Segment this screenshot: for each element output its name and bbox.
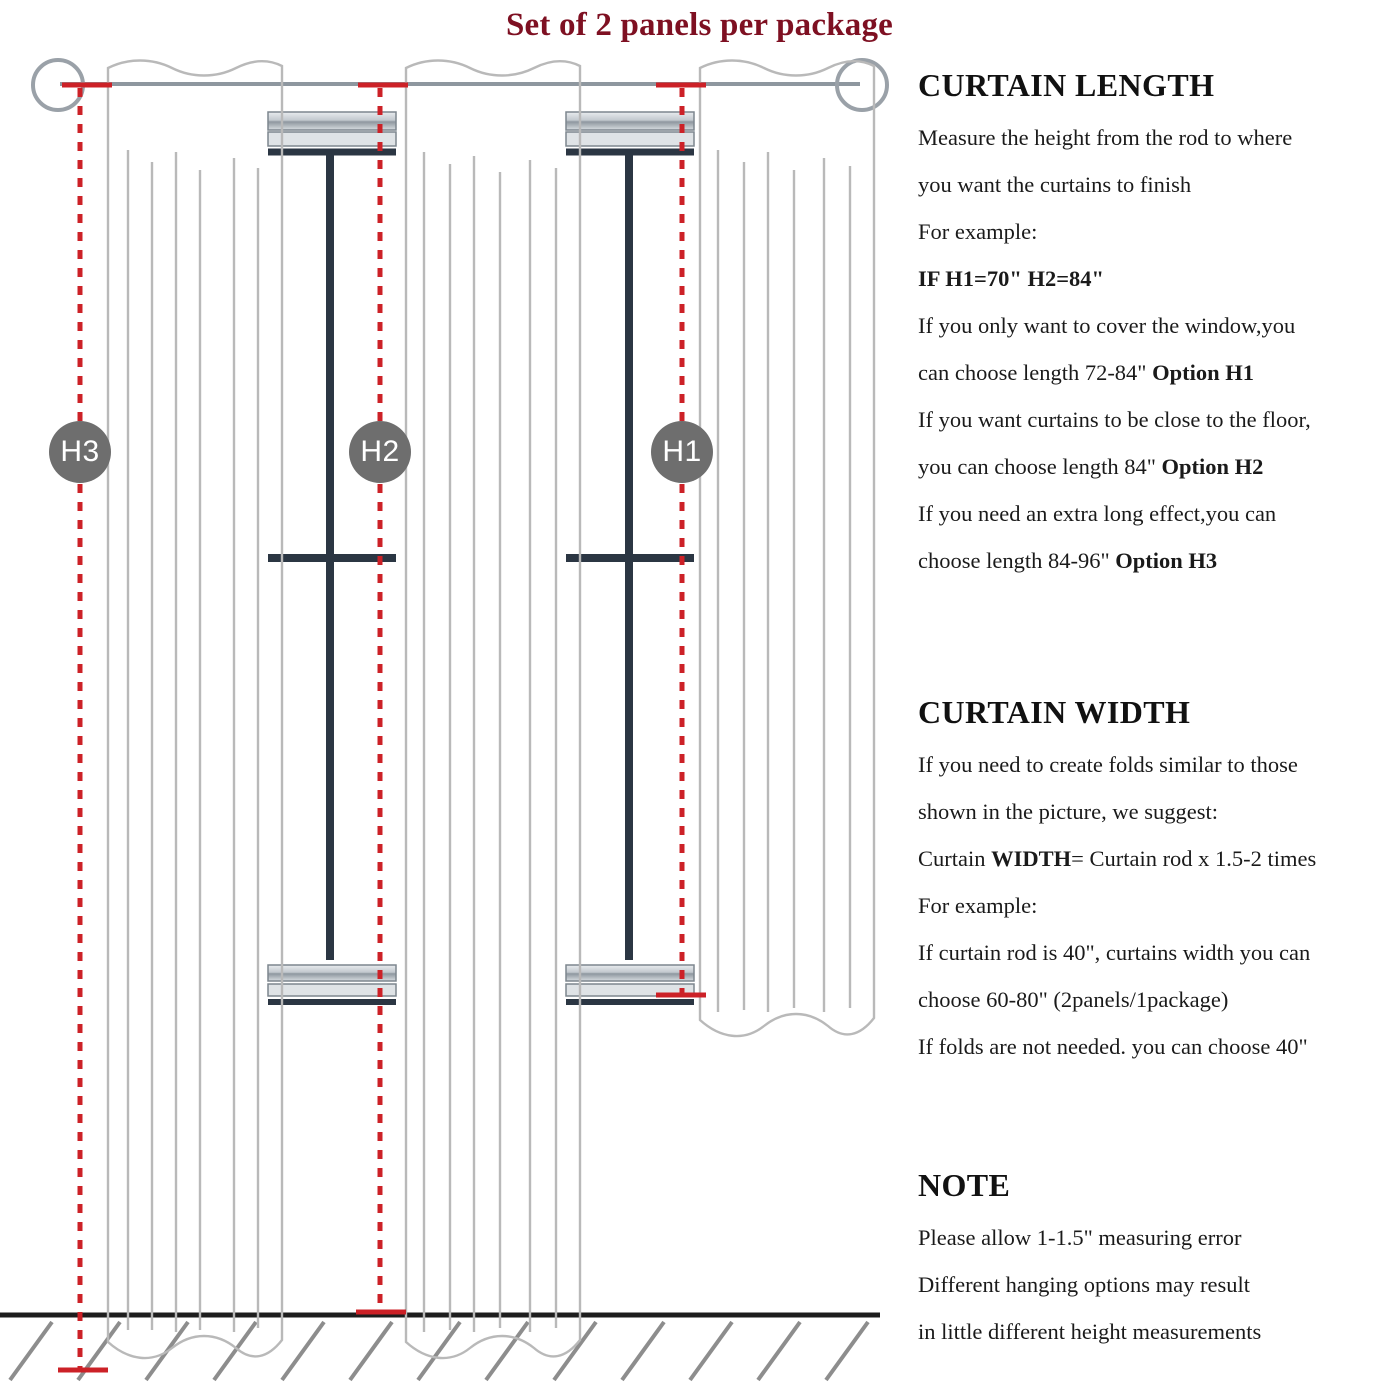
note-body bbox=[918, 1214, 1399, 1355]
note-line-3: in little different height measurements bbox=[918, 1319, 1262, 1344]
curtain-length-body bbox=[918, 114, 1399, 584]
length-line-10-text: choose length 84-96" bbox=[918, 548, 1116, 573]
length-line-3: For example: bbox=[918, 219, 1038, 244]
length-line-6 bbox=[918, 349, 1399, 396]
instructions-column bbox=[918, 66, 1396, 1382]
curtain-width-body bbox=[918, 741, 1399, 1070]
option-h1-label: Option H1 bbox=[1152, 360, 1255, 385]
measure-line-h3 bbox=[58, 85, 112, 1370]
curtain-length-heading: CURTAIN LENGTH bbox=[918, 67, 1215, 103]
width-line-6: choose 60-80" (2panels/1package) bbox=[918, 987, 1229, 1012]
length-line-10 bbox=[918, 537, 1399, 584]
length-line-4: IF H1=70" H2=84" bbox=[918, 266, 1105, 291]
length-line-6-text: can choose length 72-84" bbox=[918, 360, 1153, 385]
measure-line-h2 bbox=[356, 85, 408, 1312]
width-line-5: If curtain rod is 40", curtains width you can bbox=[918, 940, 1311, 965]
width-line-3-text: Curtain bbox=[918, 846, 992, 871]
curtain-panel-short bbox=[700, 61, 874, 1037]
note-heading: NOTE bbox=[918, 1167, 1011, 1203]
measure-label-h2: H2 bbox=[349, 421, 411, 483]
note-line-2: Different hanging options may result bbox=[918, 1272, 1251, 1297]
length-line-2: you want the curtains to finish bbox=[918, 172, 1192, 197]
section-curtain-width bbox=[918, 693, 1399, 1070]
measure-line-h1 bbox=[656, 85, 706, 995]
length-line-8 bbox=[918, 443, 1399, 490]
width-line-2: shown in the picture, we suggest: bbox=[918, 799, 1218, 824]
length-line-1: Measure the height from the rod to where bbox=[918, 125, 1293, 150]
width-line-7: If folds are not needed. you can choose 40" bbox=[918, 1034, 1308, 1059]
length-line-5: If you only want to cover the window,you bbox=[918, 313, 1296, 338]
section-curtain-length bbox=[918, 66, 1399, 584]
curtain-panel-medium bbox=[406, 61, 580, 1359]
width-line-1: If you need to create folds similar to those bbox=[918, 752, 1298, 777]
curtain-rod bbox=[33, 60, 887, 110]
measure-label-h1: H1 bbox=[651, 421, 713, 483]
curtain-width-heading: CURTAIN WIDTH bbox=[918, 694, 1191, 730]
curtain-measurement-diagram bbox=[0, 40, 910, 1382]
section-note bbox=[918, 1166, 1399, 1355]
option-h3-label: Option H3 bbox=[1115, 548, 1218, 573]
width-keyword: WIDTH bbox=[991, 846, 1072, 871]
measure-label-h3: H3 bbox=[49, 421, 111, 483]
window-frames bbox=[268, 112, 694, 1002]
note-line-1: Please allow 1-1.5" measuring error bbox=[918, 1225, 1242, 1250]
option-h2-label: Option H2 bbox=[1161, 454, 1264, 479]
width-line-3 bbox=[918, 835, 1399, 882]
diagram-svg bbox=[0, 40, 910, 1382]
width-line-4: For example: bbox=[918, 893, 1038, 918]
length-line-9: If you need an extra long effect,you can bbox=[918, 501, 1277, 526]
length-line-8-text: you can choose length 84" bbox=[918, 454, 1162, 479]
length-line-7: If you want curtains to be close to the floor, bbox=[918, 407, 1311, 432]
width-line-3-tail: = Curtain rod x 1.5-2 times bbox=[1071, 846, 1317, 871]
page-title: Set of 2 panels per package bbox=[505, 7, 894, 43]
floor bbox=[0, 1315, 880, 1380]
curtain-panel-long bbox=[108, 61, 282, 1359]
